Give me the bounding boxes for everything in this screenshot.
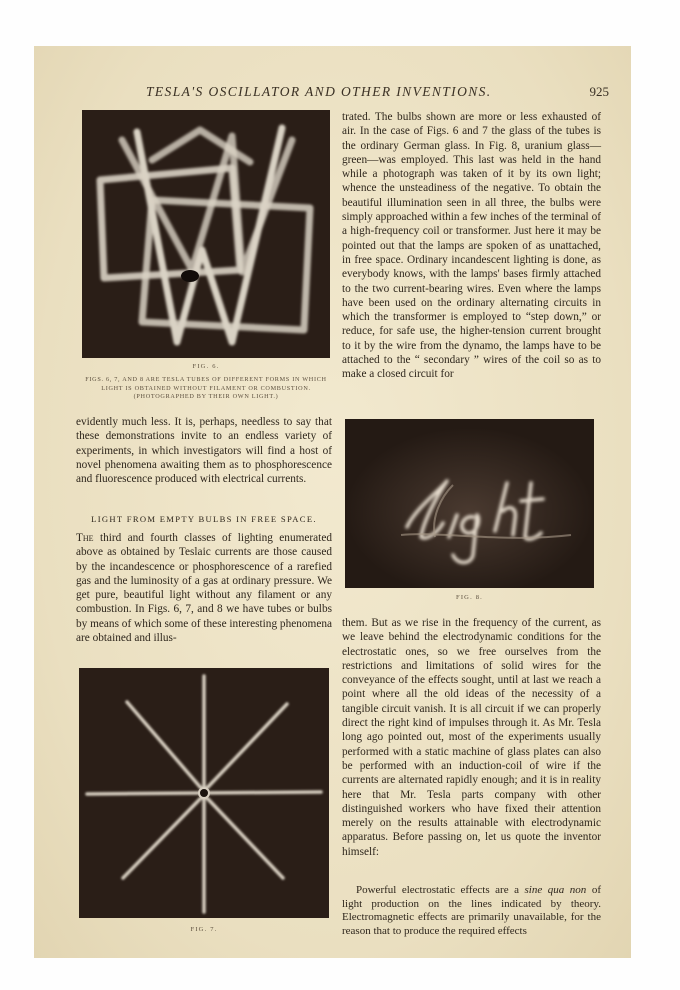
section-heading: LIGHT FROM EMPTY BULBS IN FREE SPACE. bbox=[91, 514, 317, 524]
figure-6-tubes bbox=[82, 110, 330, 358]
figure-7-star-tube bbox=[79, 668, 329, 918]
left-paragraph-1: evidently much less. It is, perhaps, needless to say that these demonstrations invite to an endless variety of experiments, in which investigators will find a host of novel phenomena awaiting them as to phosphorescence and fluorescence produced with electrical currents. bbox=[76, 416, 332, 486]
right-column-text-top bbox=[342, 110, 601, 382]
quote-start: Powerful electrostatic effects are a bbox=[356, 884, 525, 896]
figure-7-photo bbox=[79, 668, 329, 918]
drop-cap-lead: The bbox=[76, 532, 94, 544]
left-column-text bbox=[76, 415, 332, 486]
magazine-page bbox=[34, 46, 631, 958]
quote-rest: of light production on the lines indicated by theory. Electromagnetic effects are primarily unavailable, for the reason that to produce the required effects bbox=[342, 884, 601, 937]
quotation-block bbox=[342, 884, 601, 938]
figure-6-photo bbox=[82, 110, 330, 358]
right-column-text-bottom bbox=[342, 616, 601, 859]
left-paragraph-2 bbox=[76, 531, 332, 645]
left-paragraph-2-body: third and fourth classes of lighting enumerated above as obtained by Teslaic currents are those caused by the incandescence or phosphorescence of a rarefied gas and the luminosity of a gas at ordinary pressure. We get pure, beautiful light without any filament or any combustion. In Figs. 6, 7, and 8 we have tubes or bulbs by means of which some of these interesting phenomena are obtained and illus- bbox=[76, 532, 332, 645]
left-column-text-2 bbox=[76, 531, 332, 645]
figure-8-light-tube bbox=[345, 419, 594, 588]
page-number: 925 bbox=[589, 84, 609, 99]
figure-7-label: FIG. 7. bbox=[190, 926, 218, 933]
figures-caption: FIGS. 6, 7, AND 8 ARE TESLA TUBES OF DIFFERENT FORMS IN WHICH LIGHT IS OBTAINED WITHOUT FILAMENT OR COMBUSTION. (PHOTOGRAPHED BY THEIR OWN LIGHT.) bbox=[85, 376, 327, 401]
right-paragraph-1: trated. The bulbs shown are more or less exhausted of air. In the case of Figs. 6 and 7 the glass of the tubes is the ordinary German glass. In Fig. 8, uranium glass—green—was employed. This last was held in the hand while a photograph was taken of it by its own light; whence the unsteadiness of the negative. To obtain the beautiful illumination seen in all three, the bulbs were simply approached within a few inches of the terminal of a high-frequency coil or transformer. Just here it may be pointed out that the lamps are spoken of as unattached, in free space. Ordinary incandescent lighting is done, as everybody knows, with the lamps' bases firmly attached to the two current-bearing wires. Even where the lamps have been used on the ordinary alternating circuits in which the transformer is employed to “step down,” or reduce, for safe use, the higher-tension current brought to it by the wire from the dynamo, the lamps have to be attached to the “ secondary ” wires of the coil so as to make a closed circuit for bbox=[342, 111, 601, 381]
running-head bbox=[34, 84, 631, 104]
figure-8-photo bbox=[345, 419, 594, 588]
right-paragraph-2: them. But as we rise in the frequency of the current, as we leave behind the electrodynamic conditions for the electrostatic ones, so we free ourselves from the restrictions and limitations of solid wires for the conveyance of the effects sought, until at last we reach a point where all the old ideas of the necessity of a tangible circuit vanish. It is all circuit if we can properly direct the right kind of impulses through it. As Mr. Tesla long ago pointed out, most of the experiments usually performed with a static machine of glass plates can also be performed with an induction-coil of wire if the currents are alternated rapidly enough; and it is in reality here that Mr. Tesla parts company with other distinguished workers who have fixed their attention merely on the results attainable with electrodynamic apparatus. Before passing on, let us quote the inventor himself: bbox=[342, 617, 601, 858]
quote-italic: sine qua non bbox=[524, 884, 587, 896]
figure-8-label: FIG. 8. bbox=[456, 594, 483, 601]
figure-6-label: FIG. 6. bbox=[192, 363, 220, 370]
running-title: TESLA'S OSCILLATOR AND OTHER INVENTIONS. bbox=[146, 84, 492, 99]
